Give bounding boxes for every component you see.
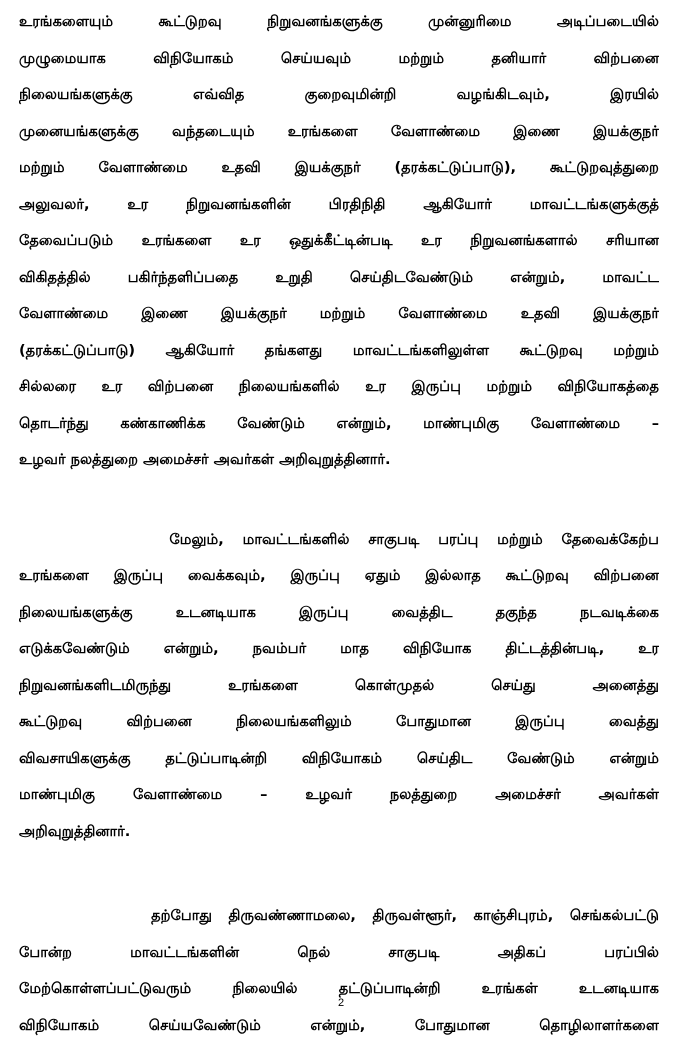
paragraph-line: நிலையங்களுக்கு உடனடியாக இருப்பு வைத்திட தகுந்த நடவடிக்கை (19, 595, 659, 632)
paragraph-spacer (19, 479, 659, 522)
page-number: 2 (0, 997, 682, 1009)
paragraph-1 (19, 4, 659, 479)
paragraph-2 (19, 522, 659, 851)
paragraph-line: அலுவலர், உர நிறுவனங்களின் பிரதிநிதி ஆகியோர் மாவட்டங்களுக்குத் (19, 187, 659, 224)
paragraph-line: உழவர் நலத்துறை அமைச்சர் அவர்கள் அறிவுறுத்தினார். (19, 442, 659, 479)
paragraph-line: மேலும், மாவட்டங்களில் சாகுபடி பரப்பு மற்றும் தேவைக்கேற்ப (19, 522, 659, 559)
paragraph-line: நிலையங்களுக்கு எவ்வித குறைவுமின்றி வழங்கிடவும், இரயில் (19, 77, 659, 114)
paragraph-line: முனையங்களுக்கு வந்தடையும் உரங்களை வேளாண்மை இணை இயக்குநர் (19, 114, 659, 151)
paragraph-line: எடுக்கவேண்டும் என்றும், நவம்பர் மாத விநியோக திட்டத்தின்படி, உர (19, 631, 659, 668)
paragraph-line: மாண்புமிகு வேளாண்மை – உழவர் நலத்துறை அமைச்சர் அவர்கள் (19, 777, 659, 814)
paragraph-line: விநியோகம் செய்யவேண்டும் என்றும், போதுமான தொழிலாளர்களை (19, 1008, 659, 1044)
paragraph-line: போன்ற மாவட்டங்களின் நெல் சாகுபடி அதிகப் பரப்பில் (19, 935, 659, 972)
paragraph-line: தேவைப்படும் உரங்களை உர ஒதுக்கீட்டின்படி உர நிறுவனங்களால் சரியான (19, 223, 659, 260)
paragraph-line: மற்றும் வேளாண்மை உதவி இயக்குநர் (தரக்கட்டுப்பாடு), கூட்டுறவுத்துறை (19, 150, 659, 187)
document-body (19, 4, 659, 1044)
paragraph-line: மேற்கொள்ளப்பட்டுவரும் நிலையில் தட்டுப்பாடின்றி உரங்கள் உடனடியாக (19, 971, 659, 1008)
paragraph-line: தொடர்ந்து கண்காணிக்க வேண்டும் என்றும், மாண்புமிகு வேளாண்மை – (19, 406, 659, 443)
paragraph-line: கூட்டுறவு விற்பனை நிலையங்களிலும் போதுமான இருப்பு வைத்து (19, 704, 659, 741)
paragraph-line: தற்போது திருவண்ணாமலை, திருவள்ளூர், காஞ்சிபுரம், செங்கல்பட்டு (19, 898, 659, 935)
paragraph-line: முழுமையாக விநியோகம் செய்யவும் மற்றும் தனியார் விற்பனை (19, 41, 659, 78)
paragraph-line: அறிவுறுத்தினார். (19, 814, 659, 851)
paragraph-line: வேளாண்மை இணை இயக்குநர் மற்றும் வேளாண்மை உதவி இயக்குநர் (19, 296, 659, 333)
paragraph-line: நிறுவனங்களிடமிருந்து உரங்களை கொள்முதல் செய்து அனைத்து (19, 668, 659, 705)
paragraph-line: சில்லரை உர விற்பனை நிலையங்களில் உர இருப்பு மற்றும் விநியோகத்தை (19, 369, 659, 406)
paragraph-line: விகிதத்தில் பகிர்ந்தளிப்பதை உறுதி செய்திடவேண்டும் என்றும், மாவட்ட (19, 260, 659, 297)
paragraph-line: விவசாயிகளுக்கு தட்டுப்பாடின்றி விநியோகம் செய்திட வேண்டும் என்றும் (19, 741, 659, 778)
paragraph-line: உரங்களையும் கூட்டுறவு நிறுவனங்களுக்கு முன்னுரிமை அடிப்படையில் (19, 4, 659, 41)
paragraph-spacer (19, 850, 659, 898)
paragraph-3 (19, 898, 659, 1044)
paragraph-line: (தரக்கட்டுப்பாடு) ஆகியோர் தங்களது மாவட்டங்களிலுள்ள கூட்டுறவு மற்றும் (19, 333, 659, 370)
paragraph-line: உரங்களை இருப்பு வைக்கவும், இருப்பு ஏதும் இல்லாத கூட்டுறவு விற்பனை (19, 558, 659, 595)
